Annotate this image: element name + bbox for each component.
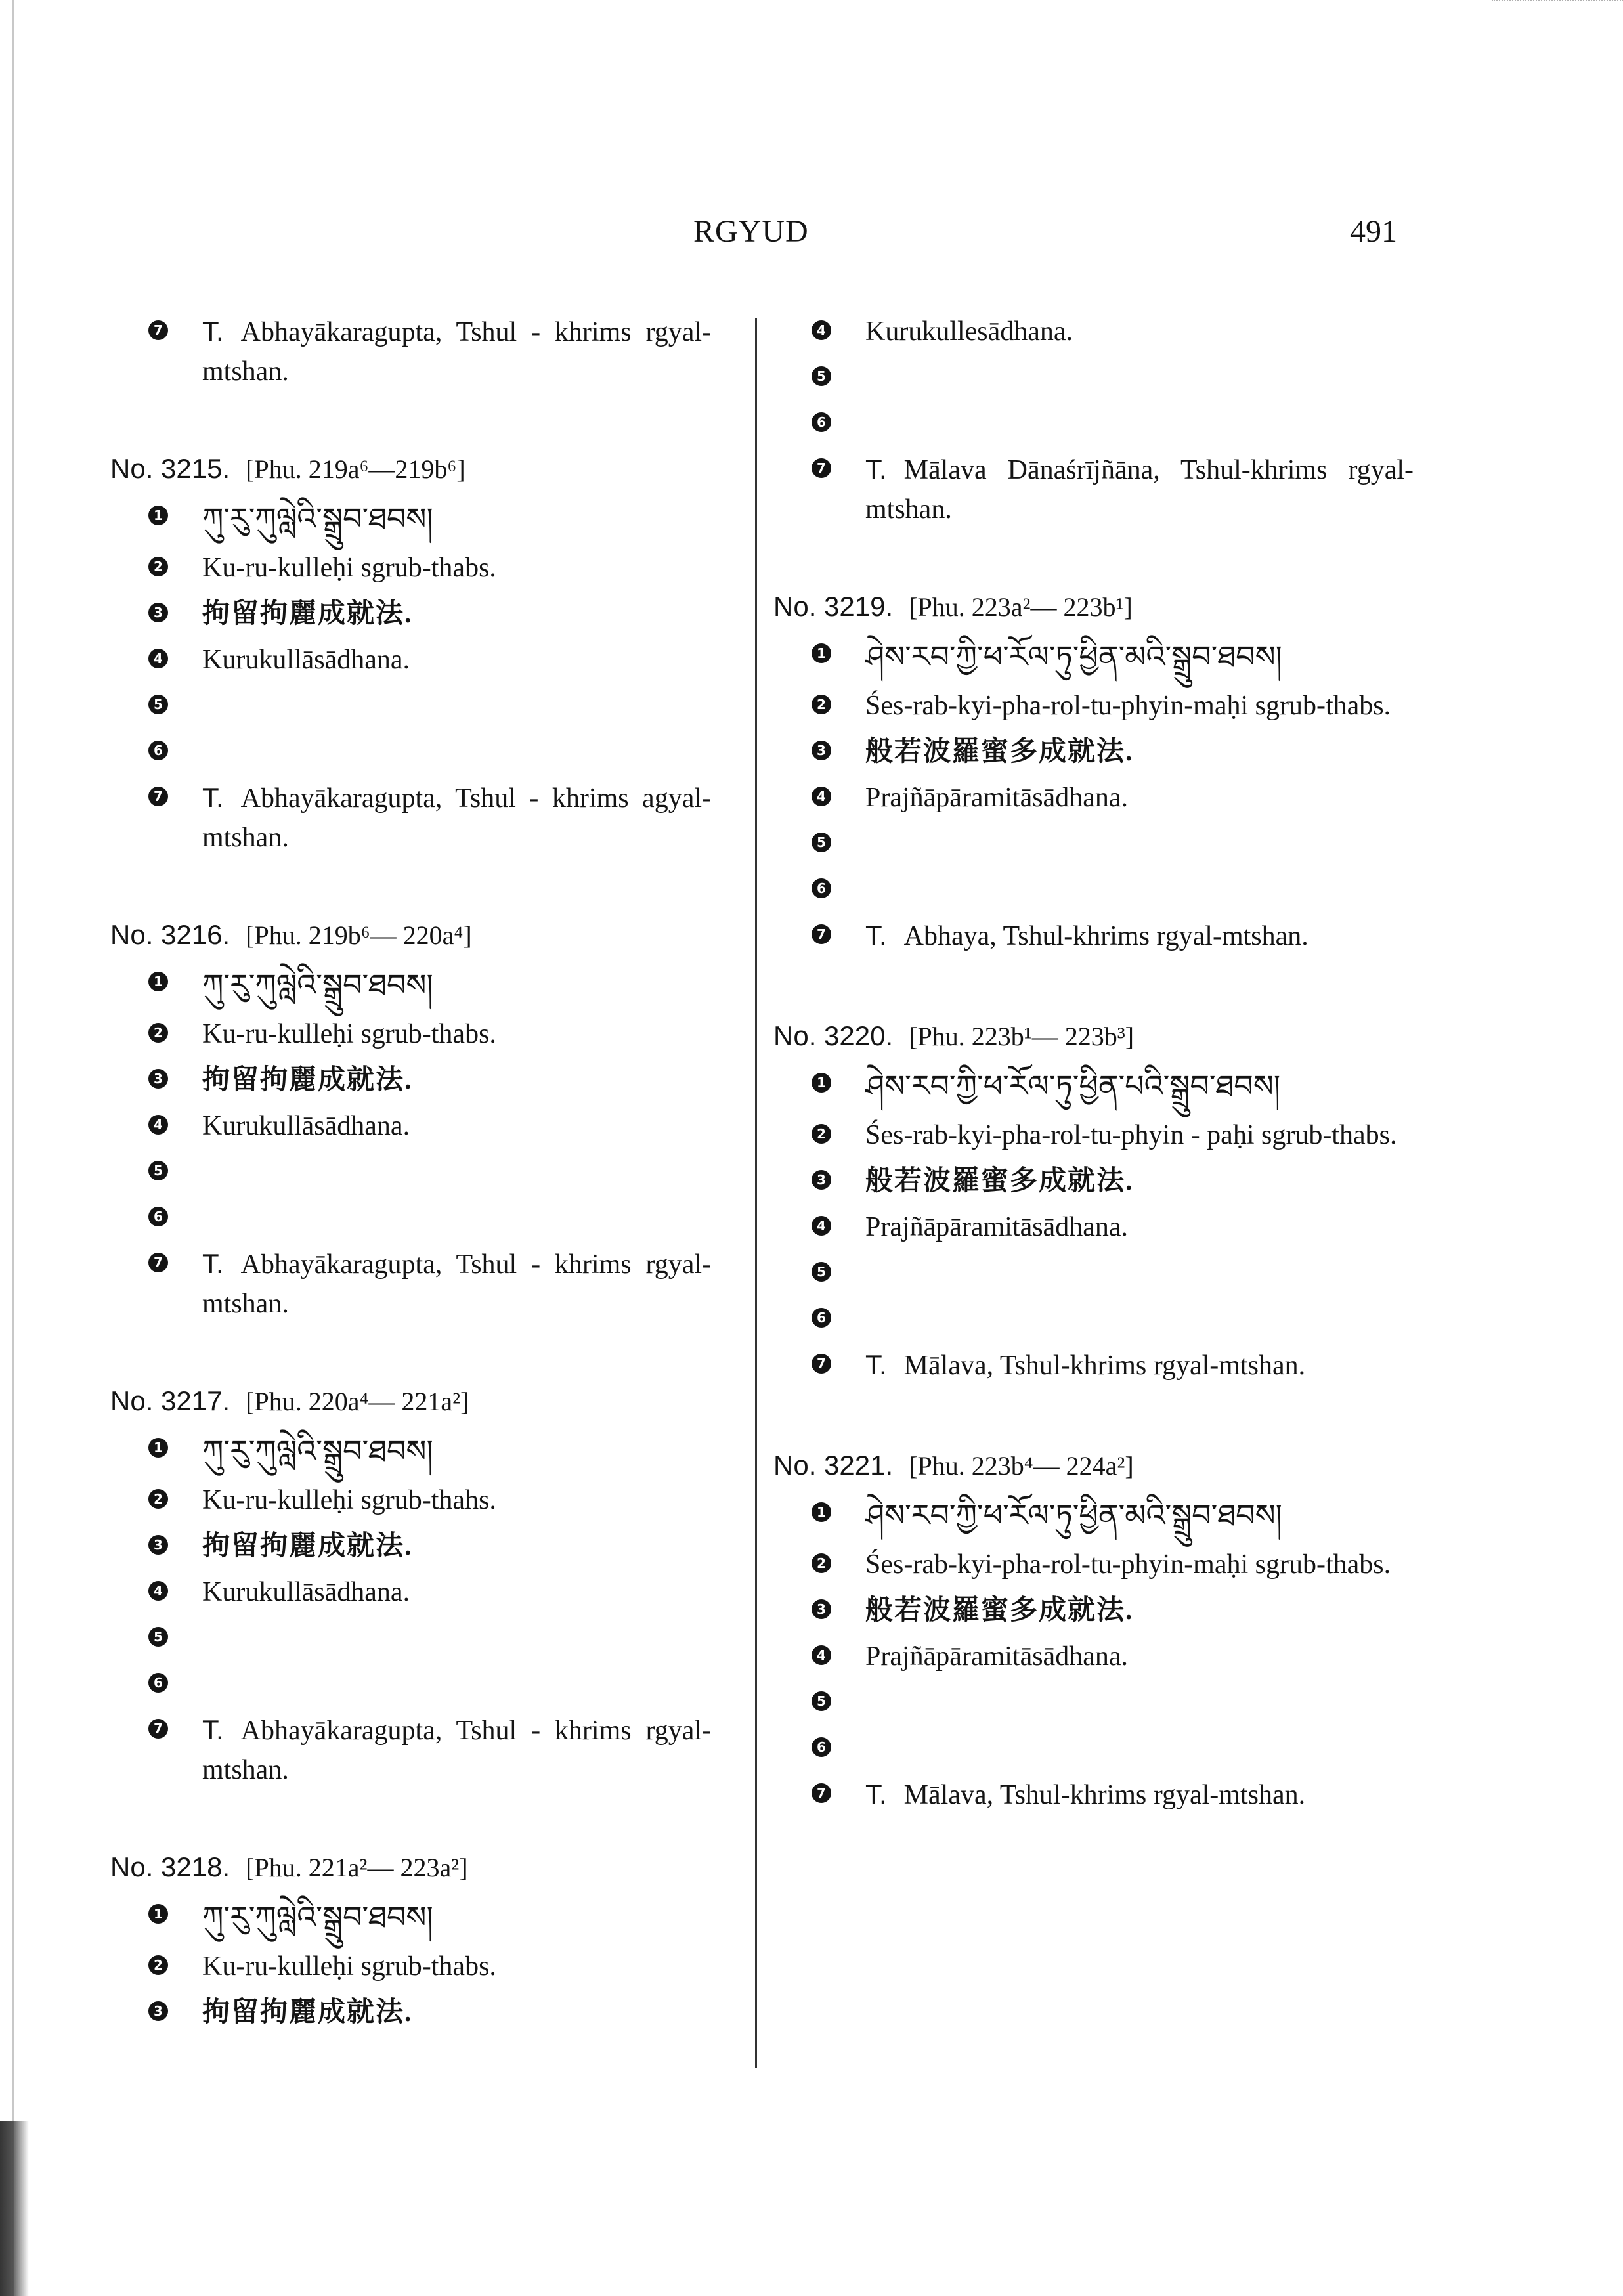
marker-4-icon: 4 [812, 320, 831, 340]
chinese-title-field [110, 591, 711, 637]
translator-label: T. [865, 920, 887, 951]
marker-7-icon: 7 [812, 1354, 831, 1374]
marker-3-icon: 3 [148, 1535, 168, 1555]
corner-mark [1492, 0, 1623, 5]
marker-6-icon: 6 [812, 1737, 831, 1757]
sanskrit-title: Kurukullāsādhana. [202, 1577, 410, 1607]
tibetan-title: ཀུ་རུ་ཀུལླེའི་སྒྲུབ་ཐབས། [202, 1433, 433, 1469]
translator-field [110, 309, 711, 391]
entry-number: No. 3216. [110, 919, 230, 950]
empty-field-6 [110, 729, 711, 775]
entry-number: No. 3221. [773, 1450, 894, 1481]
marker-4-icon: 4 [812, 1645, 831, 1665]
scan-smudge [0, 2121, 29, 2296]
marker-4-icon: 4 [148, 1581, 168, 1601]
romanized-title: Ku-ru-kulleḥi sgrub-thabs. [202, 553, 496, 583]
marker-5-icon: 5 [148, 1627, 168, 1647]
entry-number: No. 3215. [110, 453, 230, 484]
translator-text: Abhayākaragupta, Tshul - khrims agyal-mtshan. [202, 783, 711, 853]
tibetan-title: ཤེས་རབ་ཀྱི་ཕ་རོལ་ཏུ་ཕྱིན་མའི་སྒྲུབ་ཐབས། [865, 639, 1282, 674]
translator-field [110, 775, 711, 857]
marker-5-icon: 5 [148, 1161, 168, 1180]
tibetan-title: ཀུ་རུ་ཀུལླེའི་སྒྲུབ་ཐབས། [202, 967, 433, 1003]
empty-field-6 [110, 1661, 711, 1707]
sanskrit-title-field [110, 1103, 711, 1149]
entry-reference: [Phu. 219a⁶—219b⁶] [246, 454, 465, 484]
page-number: 491 [1350, 214, 1397, 249]
entry-3220 [773, 1016, 1414, 1388]
translator-label: T. [202, 1714, 224, 1745]
sanskrit-title: Prajñāpāramitāsādhana. [865, 1212, 1128, 1242]
chinese-title: 拘留拘麗成就法. [202, 1065, 413, 1095]
translator-label: T. [202, 316, 224, 347]
entry-number: No. 3219. [773, 591, 894, 622]
romanized-title-field [110, 1943, 711, 1989]
entry-reference: [Phu. 221a²— 223a²] [246, 1853, 468, 1882]
translator-label: T. [202, 1248, 224, 1279]
tibetan-title: ཀུ་རུ་ཀུལླེའི་སྒྲུབ་ཐབས། [202, 1899, 433, 1935]
translator-field [773, 446, 1414, 529]
tibetan-title-field [110, 1426, 711, 1477]
empty-field-5 [773, 1250, 1414, 1296]
romanized-title-field [110, 1011, 711, 1057]
chinese-title: 拘留拘麗成就法. [202, 1531, 413, 1561]
marker-1-icon: 1 [148, 506, 168, 525]
marker-5-icon: 5 [148, 695, 168, 714]
empty-field-6 [773, 401, 1414, 446]
running-header: RGYUD [693, 214, 809, 249]
romanized-title-field [773, 1542, 1414, 1588]
romanized-title-field [773, 683, 1414, 729]
translator-field [110, 1241, 711, 1324]
marker-7-icon: 7 [148, 1719, 168, 1739]
tibetan-title: ཤེས་རབ་ཀྱི་ཕ་རོལ་ཏུ་ཕྱིན་མའི་སྒྲུབ་ཐབས། [865, 1498, 1282, 1533]
romanized-title: Śes-rab-kyi-pha-rol-tu-phyin-maḥi sgrub-thabs. [865, 691, 1391, 721]
entry-reference: [Phu. 219b⁶— 220a⁴] [246, 921, 472, 950]
marker-4-icon: 4 [148, 649, 168, 668]
entry-number: No. 3220. [773, 1020, 894, 1051]
entry-header [110, 449, 711, 488]
sanskrit-title-field [110, 637, 711, 683]
marker-7-icon: 7 [148, 1253, 168, 1272]
marker-1-icon: 1 [812, 643, 831, 663]
chinese-title-field [773, 1588, 1414, 1634]
entry-header [110, 1848, 711, 1887]
continuation-entry [110, 309, 711, 391]
entry-header [773, 587, 1414, 626]
entry-3221 [773, 1446, 1414, 1817]
marker-2-icon: 2 [812, 695, 831, 714]
sanskrit-title: Kurukullāsādhana. [202, 645, 410, 675]
tibetan-title: ཤེས་རབ་ཀྱི་ཕ་རོལ་ཏུ་ཕྱིན་པའི་སྒྲུབ་ཐབས། [865, 1068, 1281, 1104]
marker-2-icon: 2 [148, 1955, 168, 1975]
marker-7-icon: 7 [812, 924, 831, 944]
marker-7-icon: 7 [148, 320, 168, 340]
right-column [773, 309, 1414, 1875]
empty-field-5 [110, 683, 711, 729]
entry-header [773, 1016, 1414, 1056]
chinese-title: 拘留拘麗成就法. [202, 599, 413, 629]
sanskrit-title-field [110, 1569, 711, 1615]
marker-5-icon: 5 [812, 833, 831, 852]
empty-field-6 [773, 1725, 1414, 1771]
sanskrit-title-field [773, 309, 1414, 355]
marker-4-icon: 4 [812, 787, 831, 806]
entry-header [773, 1446, 1414, 1485]
entry-header [110, 915, 711, 955]
marker-1-icon: 1 [148, 1904, 168, 1924]
tibetan-title-field [773, 632, 1414, 683]
tibetan-title-field [773, 1490, 1414, 1542]
romanized-title: Ku-ru-kulleḥi sgrub-thabs. [202, 1019, 496, 1049]
marker-2-icon: 2 [812, 1553, 831, 1573]
entry-number: No. 3218. [110, 1852, 230, 1882]
translator-field [773, 913, 1414, 959]
empty-field-6 [773, 867, 1414, 913]
tibetan-title-field [773, 1061, 1414, 1112]
chinese-title-field [773, 1158, 1414, 1204]
empty-field-5 [110, 1149, 711, 1195]
sanskrit-title-field [773, 1634, 1414, 1679]
chinese-title-field [110, 1989, 711, 2035]
translator-text: Abhayākaragupta, Tshul - khrims rgyal-mtshan. [202, 317, 711, 387]
entry-3219 [773, 587, 1414, 959]
translator-label: T. [865, 454, 887, 485]
column-divider [755, 318, 757, 2068]
marker-7-icon: 7 [148, 787, 168, 806]
entry-3217 [110, 1381, 711, 1790]
romanized-title: Śes-rab-kyi-pha-rol-tu-phyin - paḥi sgrub-thabs. [865, 1120, 1397, 1150]
translator-label: T. [202, 782, 224, 813]
translator-text: Mālava, Tshul-khrims rgyal-mtshan. [903, 1780, 1306, 1810]
tibetan-title-field [110, 1892, 711, 1943]
empty-field-5 [773, 821, 1414, 867]
left-column [110, 309, 711, 2093]
translator-field [773, 1771, 1414, 1817]
marker-3-icon: 3 [148, 1069, 168, 1089]
romanized-title-field [110, 545, 711, 591]
entry-reference: [Phu. 220a⁴— 221a²] [246, 1387, 469, 1416]
marker-6-icon: 6 [812, 1308, 831, 1328]
translator-text: Abhayākaragupta, Tshul - khrims rgyal-mtshan. [202, 1249, 711, 1319]
marker-1-icon: 1 [148, 972, 168, 991]
chinese-title-field [110, 1057, 711, 1103]
translator-text: Abhaya, Tshul-khrims rgyal-mtshan. [903, 921, 1309, 951]
marker-1-icon: 1 [148, 1438, 168, 1458]
marker-2-icon: 2 [812, 1124, 831, 1144]
marker-2-icon: 2 [148, 557, 168, 576]
sanskrit-title: Prajñāpāramitāsādhana. [865, 783, 1128, 813]
empty-field-6 [110, 1195, 711, 1241]
chinese-title: 般若波羅蜜多成就法. [865, 737, 1134, 767]
entry-reference: [Phu. 223a²— 223b¹] [909, 592, 1133, 622]
marker-6-icon: 6 [812, 878, 831, 898]
entry-3216 [110, 915, 711, 1324]
empty-field-5 [110, 1615, 711, 1661]
marker-4-icon: 4 [812, 1216, 831, 1236]
romanized-title: Ku-ru-kulleḥi sgrub-thahs. [202, 1485, 496, 1515]
marker-6-icon: 6 [812, 412, 831, 432]
tibetan-title-field [110, 960, 711, 1011]
translator-label: T. [865, 1779, 887, 1809]
entry-3218 [110, 1848, 711, 2035]
translator-text: Mālava Dānaśrījñāna, Tshul-khrims rgyal-mtshan. [865, 455, 1414, 525]
translator-text: Mālava, Tshul-khrims rgyal-mtshan. [903, 1351, 1306, 1381]
marker-4-icon: 4 [148, 1115, 168, 1135]
translator-field [110, 1707, 711, 1790]
entry-number: No. 3217. [110, 1385, 230, 1416]
sanskrit-title-field [773, 1204, 1414, 1250]
empty-field-5 [773, 355, 1414, 401]
empty-field-6 [773, 1296, 1414, 1342]
translator-label: T. [865, 1349, 887, 1380]
marker-3-icon: 3 [148, 603, 168, 622]
translator-text: Abhayākaragupta, Tshul - khrims rgyal-mtshan. [202, 1716, 711, 1785]
translator-field [773, 1342, 1414, 1388]
entry-reference: [Phu. 223b⁴— 224a²] [909, 1451, 1134, 1481]
marker-5-icon: 5 [812, 1691, 831, 1711]
marker-5-icon: 5 [812, 1262, 831, 1282]
sanskrit-title: Prajñāpāramitāsādhana. [865, 1641, 1128, 1672]
marker-2-icon: 2 [148, 1489, 168, 1509]
page-edge [12, 0, 14, 2296]
chinese-title-field [110, 1523, 711, 1569]
sanskrit-title: Kurukullesādhana. [865, 316, 1073, 347]
marker-6-icon: 6 [148, 1673, 168, 1693]
chinese-title: 拘留拘麗成就法. [202, 1997, 413, 2027]
sanskrit-title: Kurukullāsādhana. [202, 1111, 410, 1141]
chinese-title-field [773, 729, 1414, 775]
entry-3215 [110, 449, 711, 857]
marker-3-icon: 3 [812, 1170, 831, 1190]
romanized-title: Ku-ru-kulleḥi sgrub-thabs. [202, 1951, 496, 1982]
empty-field-5 [773, 1679, 1414, 1725]
romanized-title: Śes-rab-kyi-pha-rol-tu-phyin-maḥi sgrub-thabs. [865, 1549, 1391, 1580]
marker-3-icon: 3 [812, 741, 831, 760]
marker-3-icon: 3 [812, 1599, 831, 1619]
tibetan-title: ཀུ་རུ་ཀུལླེའི་སྒྲུབ་ཐབས། [202, 501, 433, 536]
marker-2-icon: 2 [148, 1023, 168, 1043]
marker-7-icon: 7 [812, 458, 831, 478]
sanskrit-title-field [773, 775, 1414, 821]
marker-6-icon: 6 [148, 741, 168, 760]
marker-5-icon: 5 [812, 366, 831, 386]
marker-7-icon: 7 [812, 1783, 831, 1803]
entry-reference: [Phu. 223b¹— 223b³] [909, 1022, 1135, 1051]
marker-3-icon: 3 [148, 2001, 168, 2021]
chinese-title: 般若波羅蜜多成就法. [865, 1595, 1134, 1626]
marker-6-icon: 6 [148, 1207, 168, 1226]
tibetan-title-field [110, 494, 711, 545]
chinese-title: 般若波羅蜜多成就法. [865, 1166, 1134, 1196]
romanized-title-field [110, 1477, 711, 1523]
continuation-entry [773, 309, 1414, 529]
marker-1-icon: 1 [812, 1073, 831, 1093]
marker-1-icon: 1 [812, 1502, 831, 1522]
romanized-title-field [773, 1112, 1414, 1158]
entry-header [110, 1381, 711, 1421]
